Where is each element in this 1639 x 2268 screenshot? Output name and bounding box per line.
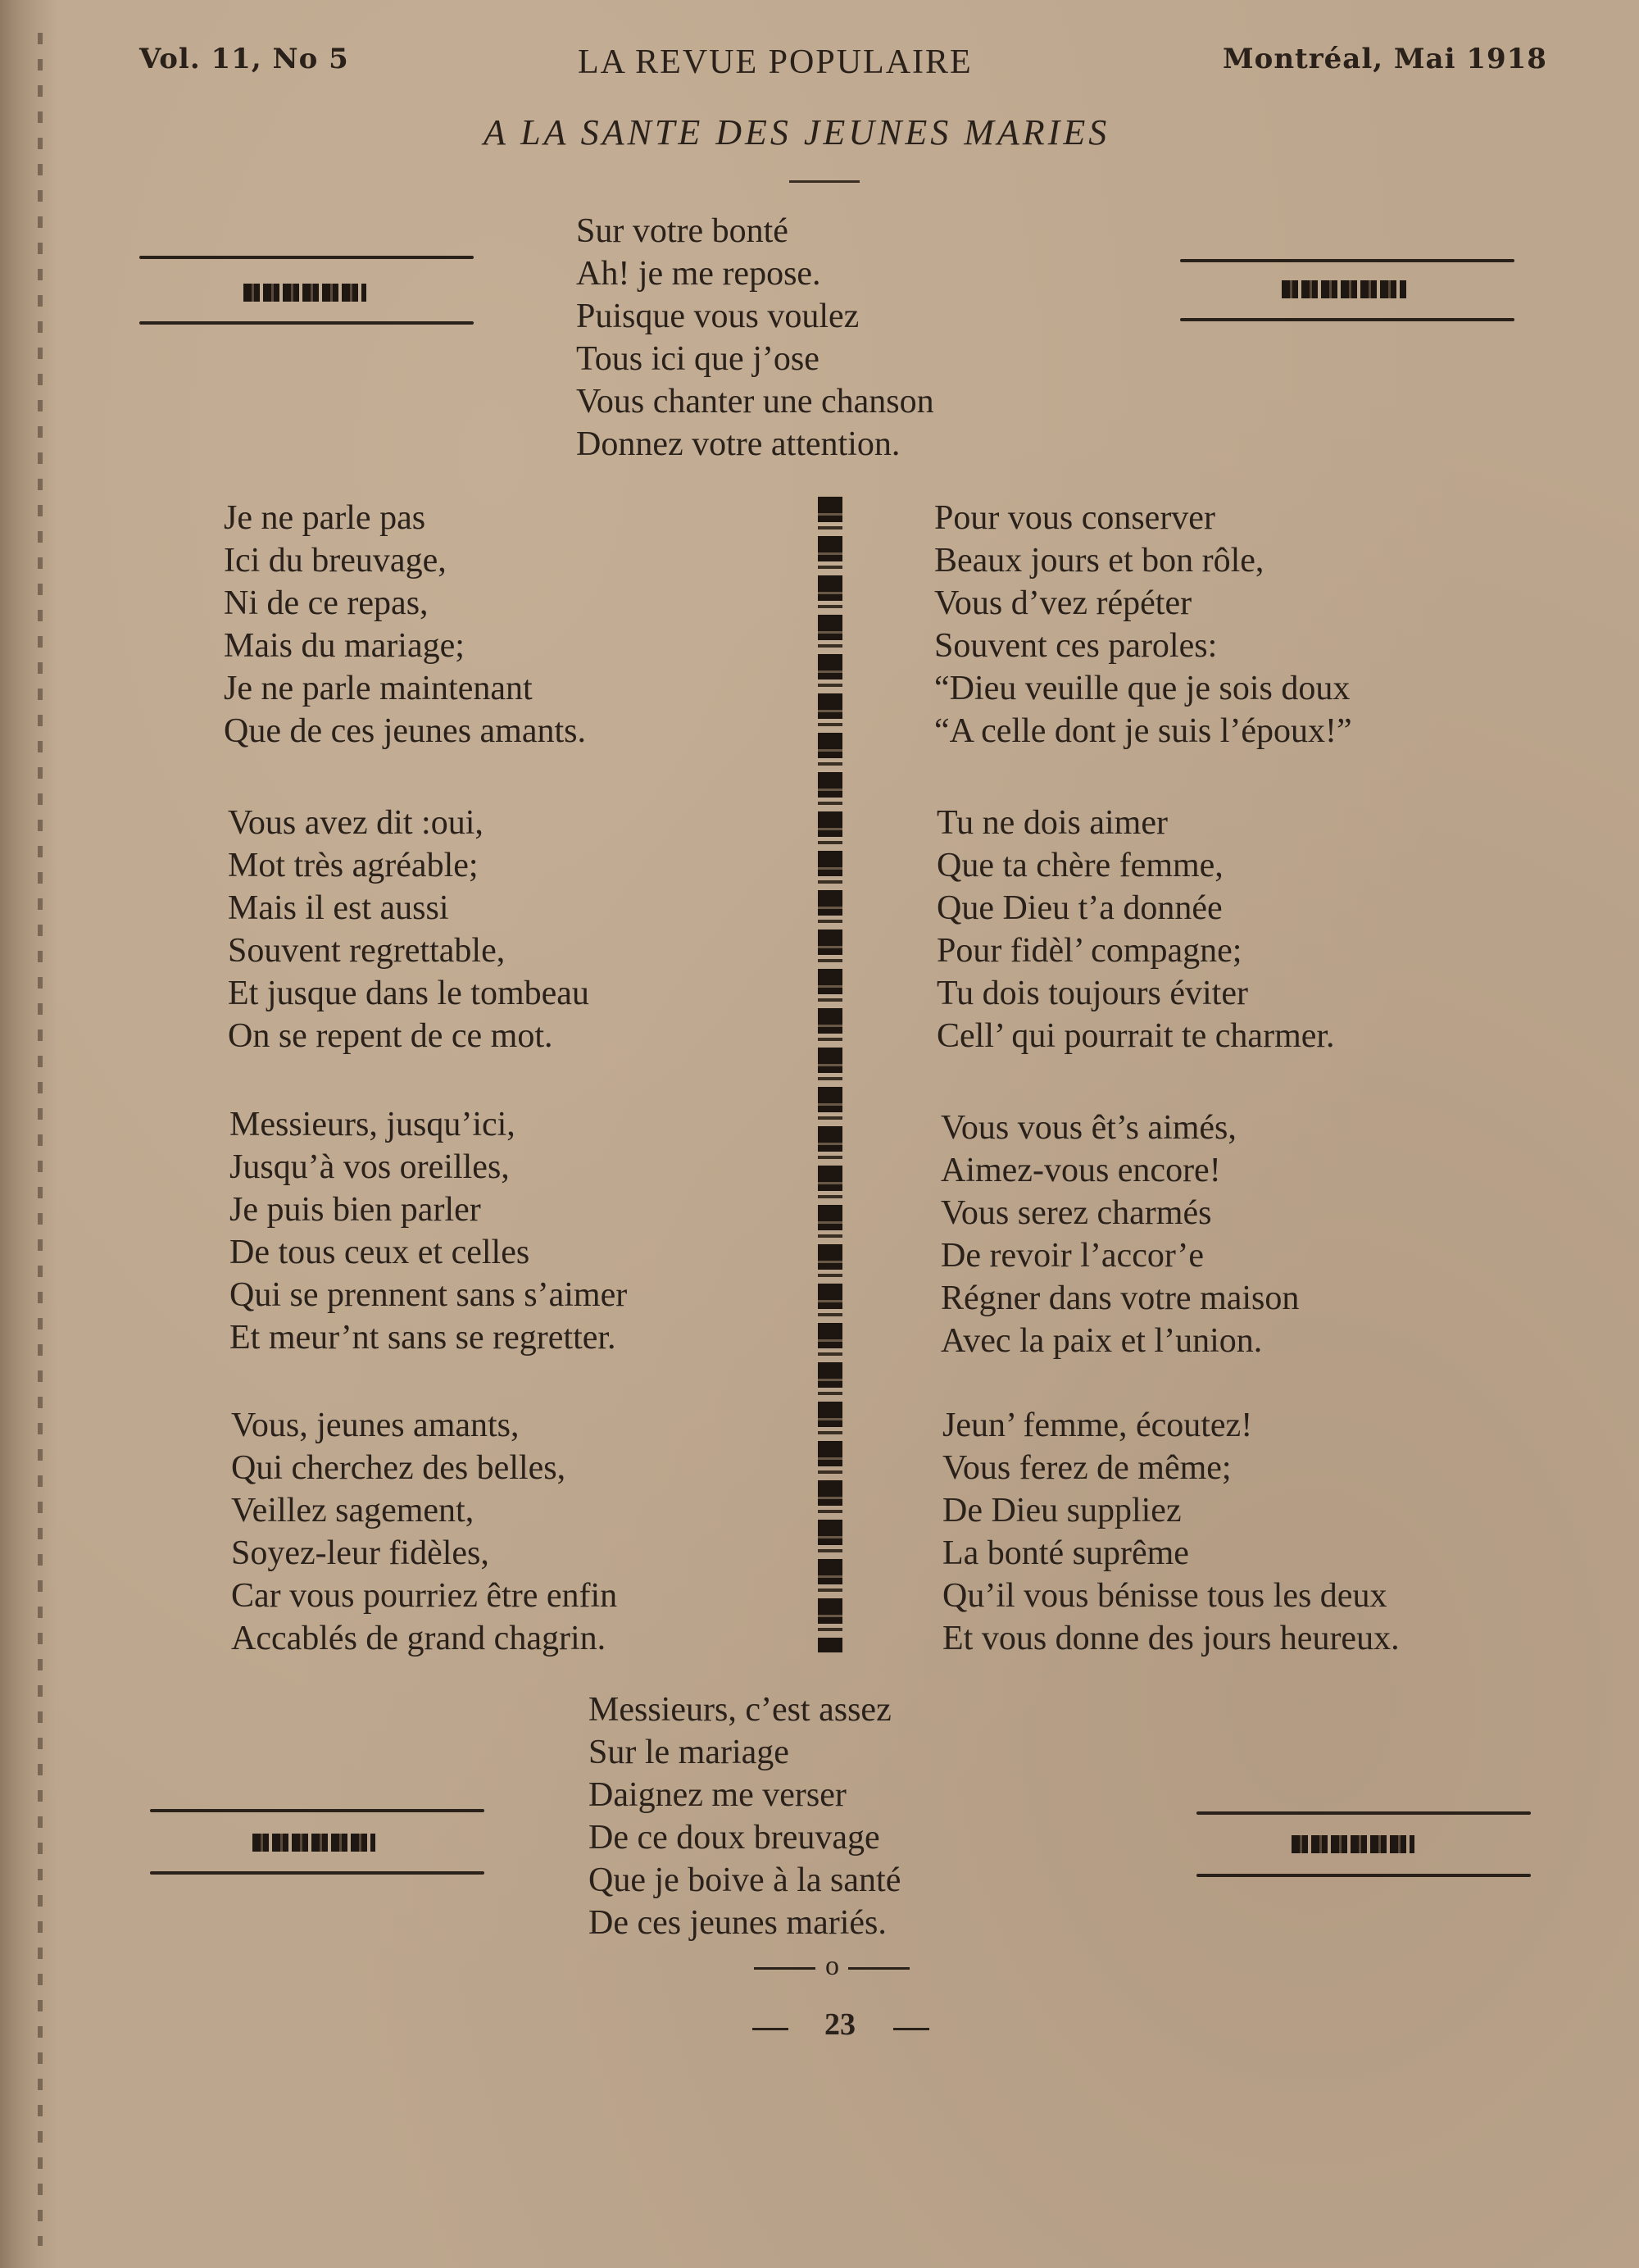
left-stanza-2 (228, 802, 589, 1057)
verse-line: Aimez-vous encore! (941, 1152, 1221, 1189)
intro-stanza (576, 210, 934, 466)
verse-line: Vous ferez de même; (942, 1449, 1232, 1487)
verse-line: Régner dans votre maison (941, 1279, 1300, 1317)
verse-line: Vous d’vez répéter (934, 584, 1192, 622)
verse-line: Beaux jours et bon rôle, (934, 542, 1264, 579)
verse-line: Vous serez charmés (941, 1194, 1212, 1232)
left-stanza-1 (224, 497, 586, 752)
verse-line: Souvent ces paroles: (934, 627, 1218, 665)
verse-line: Qu’il vous bénisse tous les deux (942, 1577, 1387, 1615)
page-number (752, 2007, 933, 2043)
verse-line: Vous, jeunes amants, (231, 1407, 520, 1444)
verse-line: Pour fidèl’ compagne; (937, 932, 1242, 970)
right-stanza-4 (942, 1404, 1400, 1660)
verse-line: Et jusque dans le tombeau (228, 975, 589, 1012)
verse-line: La bonté suprême (942, 1534, 1189, 1572)
verse-line: Je ne parle pas (224, 499, 426, 537)
verse-line: “Dieu veuille que je sois doux (934, 670, 1351, 707)
page-number-value: 23 (824, 2007, 856, 2042)
left-stanza-4 (231, 1404, 617, 1660)
right-stanza-1 (934, 497, 1352, 752)
verse-line: Sur le mariage (588, 1734, 789, 1771)
verse-line: Et vous donne des jours heureux. (942, 1620, 1400, 1657)
ornament-bottom-left (150, 1809, 486, 1878)
verse-line: Ici du breuvage, (224, 542, 447, 579)
volume-number: Vol. 11, No 5 (139, 43, 349, 75)
verse-line: “A celle dont je suis l’époux!” (934, 712, 1352, 750)
column-divider-ornament (818, 497, 842, 1652)
right-stanza-3 (941, 1107, 1299, 1362)
end-ornament (754, 1951, 918, 1984)
verse-line: Mais du mariage; (224, 627, 465, 665)
verse-line: Je ne parle maintenant (224, 670, 533, 707)
verse-line: Avec la paix et l’union. (941, 1322, 1263, 1360)
verse-line: Sur votre bonté (576, 212, 788, 250)
verse-line: Soyez-leur fidèles, (231, 1534, 489, 1572)
verse-line: Vous vous êt’s aimés, (941, 1109, 1237, 1147)
verse-line: Qui cherchez des belles, (231, 1449, 566, 1487)
verse-line: Donnez votre attention. (576, 425, 901, 463)
verse-line: Messieurs, c’est assez (588, 1691, 892, 1729)
right-stanza-2 (937, 802, 1335, 1057)
verse-line: Que ta chère femme, (937, 847, 1224, 884)
verse-line: Accablés de grand chagrin. (231, 1620, 606, 1657)
end-ornament-circle: o (825, 1951, 839, 1981)
verse-line: Ah! je me repose. (576, 255, 821, 293)
verse-line: Messieurs, jusqu’ici, (229, 1106, 515, 1143)
issue-date: Montréal, Mai 1918 (1223, 43, 1547, 75)
verse-line: De Dieu suppliez (942, 1492, 1182, 1529)
poem-title: A LA SANTE DES JEUNES MARIES (484, 112, 1110, 152)
left-stanza-3 (229, 1103, 627, 1359)
verse-line: De ce doux breuvage (588, 1819, 880, 1857)
verse-line: Ni de ce repas, (224, 584, 429, 622)
closing-stanza (588, 1689, 901, 1944)
verse-line: Tu ne dois aimer (937, 804, 1168, 842)
ornament-top-left (139, 256, 475, 330)
verse-line: Que de ces jeunes amants. (224, 712, 587, 750)
verse-line: De revoir l’accor’e (941, 1237, 1205, 1275)
verse-line: Daignez me verser (588, 1776, 847, 1814)
ornament-bottom-right (1196, 1811, 1532, 1880)
verse-line: Souvent regrettable, (228, 932, 506, 970)
verse-line: Mais il est aussi (228, 889, 449, 927)
verse-line: Pour vous conserver (934, 499, 1215, 537)
verse-line: Vous chanter une chanson (576, 383, 934, 420)
verse-line: Que Dieu t’a donnée (937, 889, 1223, 927)
verse-line: Qui se prennent sans s’aimer (229, 1276, 628, 1314)
verse-line: Tous ici que j’ose (576, 340, 820, 378)
verse-line: De ces jeunes mariés. (588, 1904, 887, 1942)
binding-edge (0, 0, 57, 2268)
verse-line: Puisque vous voulez (576, 298, 860, 335)
verse-line: Et meur’nt sans se regretter. (229, 1319, 616, 1357)
verse-line: Tu dois toujours éviter (937, 975, 1248, 1012)
verse-line: De tous ceux et celles (229, 1234, 530, 1271)
verse-line: On se repent de ce mot. (228, 1017, 553, 1055)
verse-line: Que je boive à la santé (588, 1861, 901, 1899)
verse-line: Cell’ qui pourrait te charmer. (937, 1017, 1335, 1055)
verse-line: Mot très agréable; (228, 847, 479, 884)
verse-line: Vous avez dit :oui, (228, 804, 484, 842)
verse-line: Je puis bien parler (229, 1191, 481, 1229)
binding-stitching (38, 33, 43, 2246)
journal-title: LA REVUE POPULAIRE (578, 43, 973, 81)
verse-line: Jeun’ femme, écoutez! (942, 1407, 1253, 1444)
title-rule (789, 180, 860, 183)
verse-line: Car vous pourriez être enfin (231, 1577, 618, 1615)
verse-line: Jusqu’à vos oreilles, (229, 1148, 510, 1186)
ornament-top-right (1180, 259, 1516, 325)
verse-line: Veillez sagement, (231, 1492, 474, 1529)
